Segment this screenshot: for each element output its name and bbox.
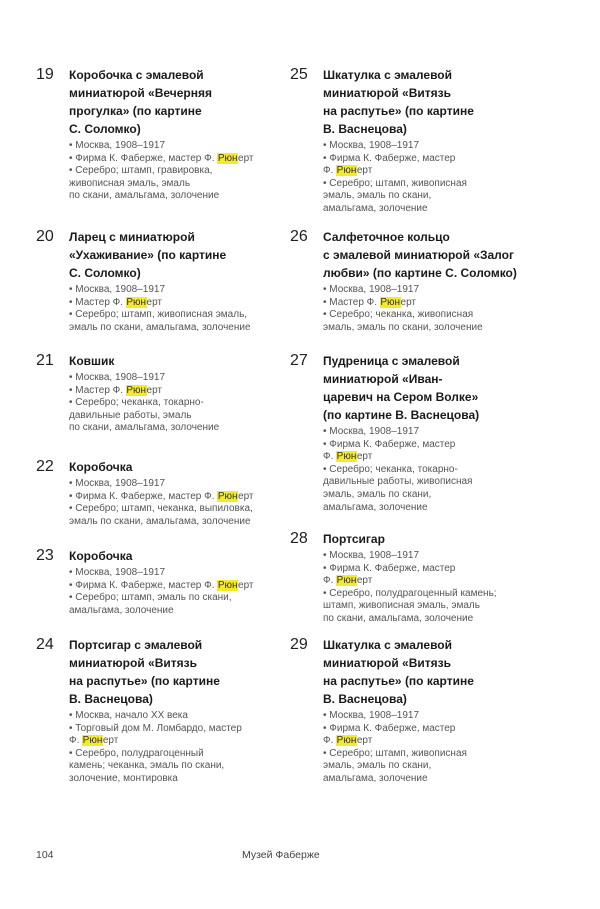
entry-title: Коробочка с эмалевой миниатюрой «Вечерняя прогулка» (по картине С. Соломко) [69,68,212,136]
entry-maker: • Торговый дом М. Ломбардо, мастер Ф. Рюнерт [69,722,242,747]
entry-maker: • Мастер Ф. Рюнерт [323,296,416,308]
running-footer-title: Музей Фаберже [242,849,320,861]
entry-maker: • Фирма К. Фаберже, мастер Ф. Рюнерт [323,562,456,587]
search-highlight: Рюн [126,384,147,396]
search-highlight: Рюн [217,579,238,591]
entry-title: Шкатулка с эмалевой миниатюрой «Витязь на распутье» (по картине В. Васнецова) [323,68,474,136]
entry-place-date: • Москва, 1908–1917 [323,426,420,437]
entry-materials: • Серебро; штамп, чеканка, выпиловка, эмаль по скани, амальгама, золочение [69,503,253,527]
entry-title: Шкатулка с эмалевой миниатюрой «Витязь на распутье» (по картине В. Васнецова) [323,638,474,706]
entry-materials: • Серебро; чеканка, токарно- давильные работы, эмаль по скани, амальгама, золочение [69,397,220,434]
entry-number: 25 [290,66,308,83]
entry-number: 29 [290,636,308,653]
entry-title: Коробочка [69,549,133,563]
entry-maker: • Фирма К. Фаберже, мастер Ф. Рюнерт [69,152,254,164]
entry-maker: • Фирма К. Фаберже, мастер Ф. Рюнерт [323,722,456,747]
entry-number: 27 [290,352,308,369]
search-highlight: Рюн [336,165,357,177]
entry-title: Пудреница с эмалевой миниатюрой «Иван- царевич на Сером Волке» (по картине В. Васнецова) [323,354,480,422]
entry-materials: • Серебро, полудрагоценный камень; штамп, живописная эмаль, эмаль по скани, амальгама, золочение [323,587,497,624]
entry-title: Салфеточное кольцо с эмалевой миниатюрой «Залог любви» (по картине С. Соломко) [323,230,517,280]
entry-number: 21 [36,352,54,369]
search-highlight: Рюн [336,575,357,587]
search-highlight: Рюн [336,735,357,747]
entry-place-date: • Москва, начало XX века [69,710,188,721]
search-highlight: Рюн [336,451,357,463]
entry-place-date: • Москва, 1908–1917 [323,140,420,151]
entry-place-date: • Москва, 1908–1917 [323,284,420,295]
entry-materials: • Серебро; штамп, живописная эмаль, эмаль по скани, амальгама, золочение [323,747,467,784]
entry-number: 19 [36,66,54,83]
search-highlight: Рюн [82,735,103,747]
entry-title: Портсигар [323,532,385,546]
entry-title: Ларец с миниатюрой «Ухаживание» (по картине С. Соломко) [69,230,227,280]
entry-place-date: • Москва, 1908–1917 [69,284,166,295]
entry-materials: • Серебро, полудрагоценный камень; чеканка, эмаль по скани, золочение, монтировка [69,747,225,784]
page-number: 104 [36,849,54,861]
entry-place-date: • Москва, 1908–1917 [69,372,166,383]
entry-place-date: • Москва, 1908–1917 [69,140,166,151]
search-highlight: Рюн [126,296,147,308]
entry-maker: • Фирма К. Фаберже, мастер Ф. Рюнерт [323,152,456,177]
search-highlight: Рюн [217,490,238,502]
entry-maker: • Фирма К. Фаберже, мастер Ф. Рюнерт [69,490,254,502]
entry-number: 20 [36,228,54,245]
entry-number: 22 [36,458,54,475]
search-highlight: Рюн [217,152,238,164]
entry-title: Коробочка [69,460,133,474]
entry-number: 26 [290,228,308,245]
entry-place-date: • Москва, 1908–1917 [69,478,166,489]
entry-place-date: • Москва, 1908–1917 [69,567,166,578]
entry-materials: • Серебро; чеканка, живописная эмаль, эмаль по скани, золочение [323,309,483,333]
entry-materials: • Серебро; штамп, живописная эмаль, эмаль по скани, амальгама, золочение [69,309,251,333]
entry-number: 28 [290,530,308,547]
entry-maker: • Мастер Ф. Рюнерт [69,384,162,396]
entry-place-date: • Москва, 1908–1917 [323,550,420,561]
entry-title: Ковшик [69,354,115,368]
entry-title: Портсигар с эмалевой миниатюрой «Витязь на распутье» (по картине В. Васнецова) [69,638,220,706]
entry-materials: • Серебро; чеканка, токарно- давильные работы, живописная эмаль, эмаль по скани, амальгама, золочение [323,463,473,513]
entry-materials: • Серебро; штамп, живописная эмаль, эмаль по скани, амальгама, золочение [323,177,467,214]
entry-maker: • Фирма К. Фаберже, мастер Ф. Рюнерт [69,579,254,591]
entry-maker: • Фирма К. Фаберже, мастер Ф. Рюнерт [323,438,456,463]
entry-number: 23 [36,547,54,564]
entry-materials: • Серебро; штамп, эмаль по скани, амальгама, золочение [69,592,232,616]
entry-number: 24 [36,636,54,653]
entry-materials: • Серебро; штамп, гравировка, живописная эмаль, эмаль по скани, амальгама, золочение [69,165,220,202]
entry-maker: • Мастер Ф. Рюнерт [69,296,162,308]
search-highlight: Рюн [380,296,401,308]
entry-place-date: • Москва, 1908–1917 [323,710,420,721]
